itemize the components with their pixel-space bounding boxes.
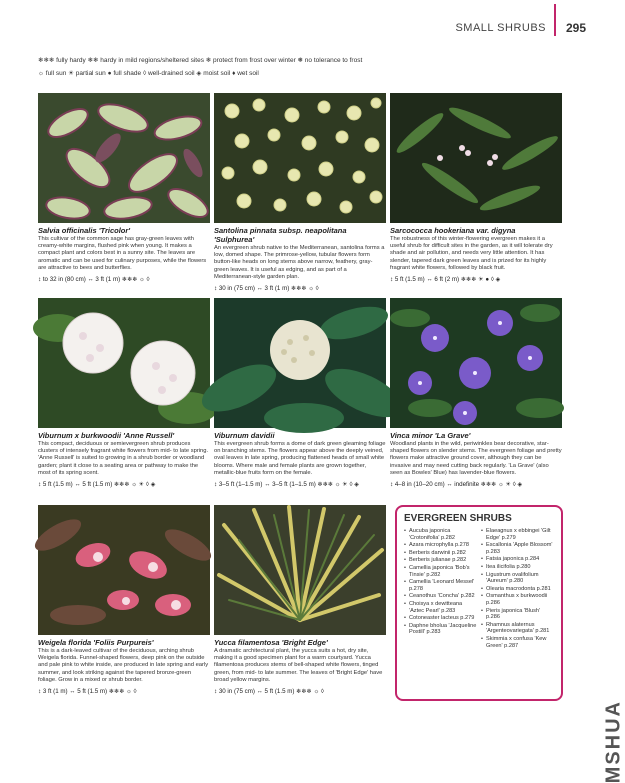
plant-photo bbox=[214, 505, 386, 635]
plant-size: ↕ 30 in (75 cm) ↔ 5 ft (1.5 m) ❄❄❄ ☼ ◊ bbox=[214, 688, 324, 696]
header-divider bbox=[554, 4, 556, 36]
evergreen-title: EVERGREEN SHRUBS bbox=[404, 513, 512, 524]
plant-entry bbox=[390, 93, 562, 283]
list-item: • Aucuba japonica 'Crotonifolia' p.282 bbox=[404, 528, 477, 541]
plant-entry bbox=[390, 298, 562, 488]
plant-size: ↕ to 32 in (80 cm) ↔ 3 ft (1 m) ❄❄❄ ☼ ◊ bbox=[38, 276, 150, 284]
page-number: 295 bbox=[565, 21, 586, 35]
list-item: • Berberis julianae p.282 bbox=[404, 557, 477, 564]
key-conditions: ☼ full sun ☀ partial sun ● full shade ◊ well-drained soil ◈ moist soil ♦ wet soil bbox=[38, 70, 259, 77]
plant-entry bbox=[38, 93, 210, 283]
plant-photo bbox=[38, 93, 210, 223]
plant-name: Sarcococca hookeriana var. digyna bbox=[390, 226, 516, 235]
list-item: • Escallonia 'Apple Blossom' p.283 bbox=[481, 542, 554, 555]
list-item: • Camellia japonica 'Bob's Tinsie' p.282 bbox=[404, 565, 477, 578]
plant-size: ↕ 5 ft (1.5 m) ↔ 5 ft (1.5 m) ❄❄❄ ☼ ☀ ◊ ◈ bbox=[38, 481, 156, 489]
list-item: • Ligustrum ovalifolium 'Aureum' p.280 bbox=[481, 572, 554, 585]
evergreen-list-left bbox=[404, 528, 477, 650]
plant-size: ↕ 5 ft (1.5 m) ↔ 6 ft (2 m) ❄❄❄ ☀ ● ◊ ◈ bbox=[390, 276, 501, 284]
plant-size: ↕ 3 ft (1 m) ↔ 5 ft (1.5 m) ❄❄❄ ☼ ◊ bbox=[38, 688, 137, 696]
section-title: SMALL SHRUBS bbox=[455, 22, 546, 34]
plant-photo bbox=[390, 93, 562, 223]
list-item: • Skimmia x confusa 'Kew Green' p.287 bbox=[481, 636, 554, 649]
list-item: • Choisya x dewitteana 'Aztec Pearl' p.283 bbox=[404, 601, 477, 614]
list-item: • Camellia 'Leonard Messel' p.278 bbox=[404, 579, 477, 592]
evergreen-shrubs-box bbox=[395, 505, 563, 701]
plant-description: This cultivar of the common sage has gray-green leaves with creamy-white margins, flushed pink when young. It makes a compact plant and colors best in a sunny site. The leaves are aromatic and can be used for culinary purposes, while the flowers are attractive to bees and butterflies. bbox=[38, 236, 207, 271]
plant-photo bbox=[214, 93, 386, 223]
plant-entry bbox=[38, 505, 210, 695]
plant-name: Weigela florida 'Foliis Purpureis' bbox=[38, 638, 154, 647]
watermark: MSHUA bbox=[602, 700, 624, 783]
plant-name: Viburnum davidii bbox=[214, 431, 275, 440]
plant-size: ↕ 30 in (75 cm) ↔ 3 ft (1 m) ❄❄❄ ☼ ◊ bbox=[214, 285, 319, 293]
plant-name: Salvia officinalis 'Tricolor' bbox=[38, 226, 131, 235]
plant-photo bbox=[38, 298, 210, 428]
plant-description: A dramatic architectural plant, the yucca suits a hot, dry site, making it a good specimen plant for a warm courtyard. Yucca filamentosa produces stems of bell-shaped white flowers, tinged green, from mid- to late summer. The leaves of 'Bright Edge' have broad yellow margins. bbox=[214, 648, 383, 683]
list-item: • Itea ilicifolia p.280 bbox=[481, 564, 554, 571]
list-item: • Olearia macrodonta p.281 bbox=[481, 586, 554, 593]
plant-description: This evergreen shrub forms a dome of dark green gleaming foliage on branching stems. The flowers appear above the deeply veined, oval leaves in late spring, producing flattened heads of small white blooms. Where male and female plants are grown together, metallic-blue fruits form on the female. bbox=[214, 441, 386, 476]
evergreen-list-right bbox=[481, 528, 554, 650]
plant-entry bbox=[214, 93, 386, 292]
list-item: • Rhamnus alaternus 'Argenteovariegata' p.281 bbox=[481, 622, 554, 635]
plant-description: Woodland plants in the wild, periwinkles bear decorative, star-shaped flowers on slender stems. The evergreen foliage and pretty flowers make attractive ground cover, although they can be invasive and may need cutting back regularly. 'La Grave' (also seen as Bowles' Blue) has lavender-blue flowers. bbox=[390, 441, 562, 476]
plant-entry bbox=[214, 298, 386, 488]
plant-photo bbox=[38, 505, 210, 635]
plant-description: The robustness of this winter-flowering evergreen makes it a useful shrub for difficult sites in the garden, as it will tolerate dry shade and air pollution, and needs very little attention. It has slender, tapered dark green leaves and is prized for its highly fragrant white flowers, followed by black fruit. bbox=[390, 236, 553, 271]
symbol-key bbox=[38, 54, 362, 80]
list-item: • Daphne bholua 'Jacqueline Postill' p.283 bbox=[404, 623, 477, 636]
plant-name: Santolina pinnata subsp. neapolitana 'Sulphurea' bbox=[214, 226, 347, 244]
list-item: • Cotoneaster lacteus p.279 bbox=[404, 615, 477, 622]
plant-name: Viburnum x burkwoodii 'Anne Russell' bbox=[38, 431, 175, 440]
list-item: • Berberis darwinii p.282 bbox=[404, 550, 477, 557]
list-item: • Pieris japonica 'Blush' p.286 bbox=[481, 608, 554, 621]
plant-description: An evergreen shrub native to the Mediterranean, santolina forms a low, domed shape. The primrose-yellow, tubular flowers form button-like heads on long stems above narrow, feathery, gray-green leaves. It is useful as edging, and as part of a Mediterranean-style garden plan. bbox=[214, 245, 385, 280]
plant-photo bbox=[390, 298, 562, 428]
list-item: • Azara microphylla p.278 bbox=[404, 542, 477, 549]
list-item: • Fatsia japonica p.284 bbox=[481, 556, 554, 563]
key-hardiness: ❄❄❄ fully hardy ❄❄ hardy in mild regions/sheltered sites ❄ protect from frost over winter ❅ no tolerance to frost bbox=[38, 57, 363, 64]
plant-photo bbox=[214, 298, 386, 428]
list-item: • Ceanothus 'Concha' p.282 bbox=[404, 593, 477, 600]
page-header bbox=[0, 0, 600, 38]
plant-size: ↕ 4–8 in (10–20 cm) ↔ indefinite ❄❄❄ ☼ ☀ ◊ ◈ bbox=[390, 481, 523, 489]
list-item: • Elaeagnus x ebbingei 'Gilt Edge' p.279 bbox=[481, 528, 554, 541]
plant-name: Yucca filamentosa 'Bright Edge' bbox=[214, 638, 328, 647]
list-item: • Osmanthus x burkwoodii p.286 bbox=[481, 593, 554, 606]
plant-name: Vinca minor 'La Grave' bbox=[390, 431, 471, 440]
plant-description: This is a dark-leaved cultivar of the deciduous, arching shrub Weigela florida. Funnel-shaped flowers, deep pink on the outside and pale pink to white inside, are produced in late spring and early summer, and look striking against the tapered bronze-green foliage. Grow in a mixed or shrub border. bbox=[38, 648, 209, 683]
plant-entry bbox=[214, 505, 386, 695]
plant-entry bbox=[38, 298, 210, 488]
plant-description: This compact, deciduous or semievergreen shrub produces clusters of intensely fragrant white flowers from mid- to late spring. 'Anne Russell' is suited to growing in a shrub border or woodland garden; plant it close to a seating area or pathway to make the most of its spring scent. bbox=[38, 441, 209, 476]
plant-size: ↕ 3–5 ft (1–1.5 m) ↔ 3–5 ft (1–1.5 m) ❄❄❄ ☼ ☀ ◊ ◈ bbox=[214, 481, 359, 489]
